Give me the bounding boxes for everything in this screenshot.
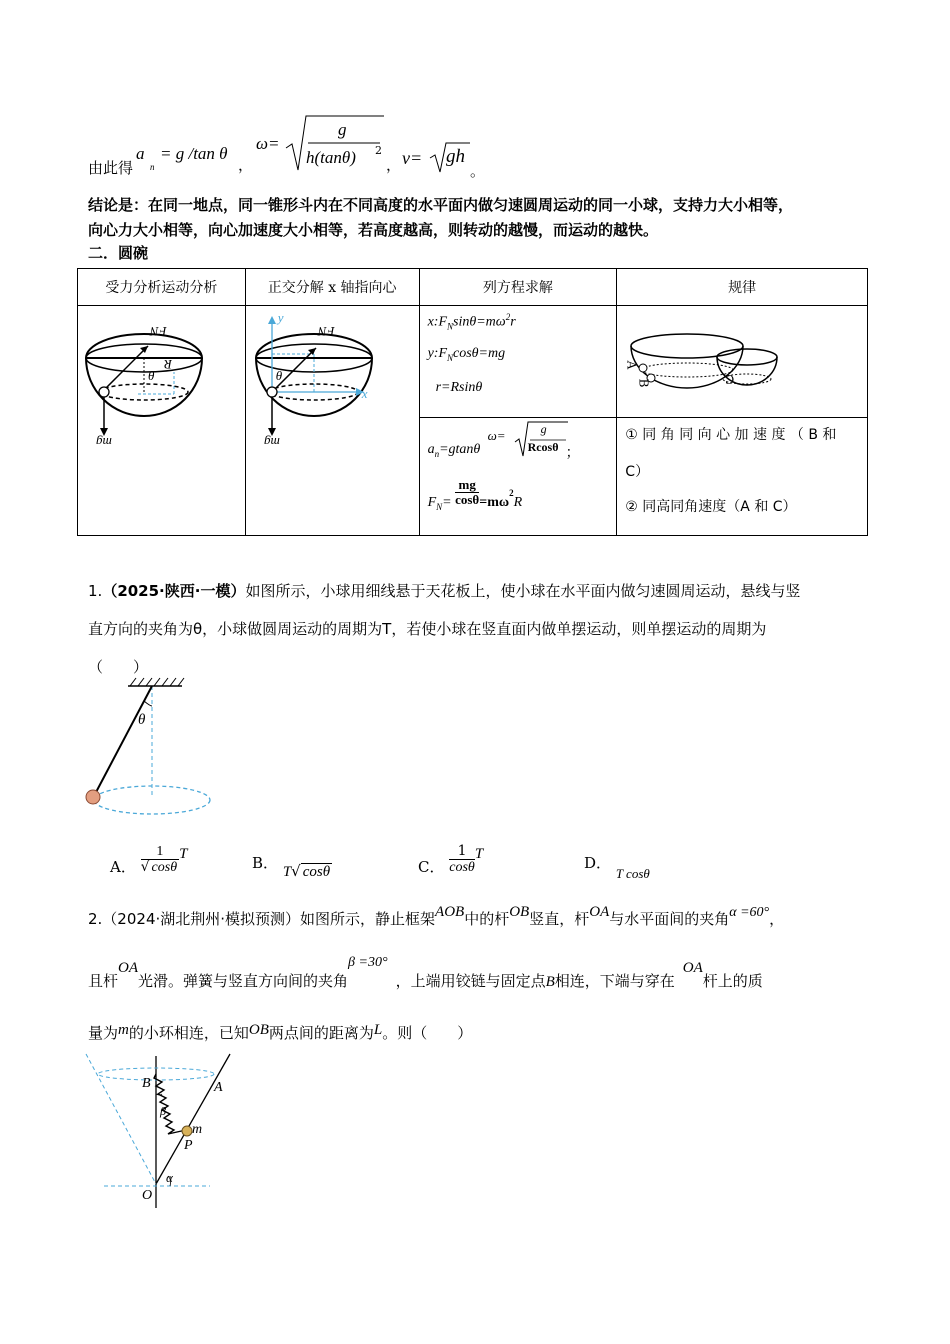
equation-omega-den: Rcosθ [527,440,559,454]
q1-option-a[interactable]: A． $\frac{1}{√ \cos\theta}$ T [110,844,188,876]
table-header-cell: 规律 [617,269,868,306]
bowl-force-figure [78,306,244,536]
fig1-r-label: R [164,357,172,372]
q2-line-1: 2.（2024·湖北荆州·模拟预测）如图所示，静止框架AOB中的杆OB竖直，杆OA与水平面间的夹角α =60°， [88,904,785,928]
fig1-fn-label: FN [150,324,167,339]
bowl-axes-figure [246,306,418,536]
omega-numerator: g [338,120,347,139]
fig1-theta-label: θ [148,368,155,383]
bowl-label-c: C [725,372,735,386]
v-radicand: gh [446,146,465,167]
rule-1: ① 同 角 同 向 心 加 速 度 （ B 和 [625,427,837,443]
decomposition-cell [245,306,419,536]
equation-cell-2 [419,418,617,536]
equation-r: r=Rsinθ [435,380,483,395]
v-lhs: v= [402,148,423,168]
formula-end: 。 [470,162,486,180]
conclusion-line-1: 结论是：在同一地点，同一锥形斗内在不同高度的水平面内做匀速圆周运动的同一小球，支持力大小相等， [88,196,794,214]
table-row [78,306,868,418]
fig-label-a: A [214,1080,223,1095]
formula-lead: 由此得 [88,159,134,177]
q1-option-b[interactable]: B． T√ cosθ [252,854,331,880]
equation-omega-end: ； [565,445,580,461]
equation-cell-1 [419,306,617,418]
q2-line-2: 且杆OA光滑。弹簧与竖直方向间的夹角β =30°，上端用铰链与固定点B相连，下端与穿在OA杆上的质 [88,955,763,990]
rule-1-cont: C） [625,464,650,480]
conical-pendulum-figure [82,676,222,822]
equation-y: $y:F_N\cos\theta=mg$ [427,346,506,363]
fig2-y-label: y [277,310,284,325]
a-equation: = g /tan θ [160,144,228,163]
fig2-mg-label: mg [263,435,280,450]
pendulum-theta-label: θ [138,712,146,728]
fig-label-beta: β [160,1104,166,1118]
fn-numerator: mg [455,478,479,493]
fn-denominator: cosθ [455,492,480,508]
fig2-fn-label: FN [317,324,335,339]
rule-figure-cell [617,306,868,418]
q1-paren: （ ） [88,658,149,676]
fig-label-p: P [184,1138,193,1153]
comma-2: ， [386,156,402,174]
fig-label-alpha: α [166,1170,173,1185]
fig-label-b: B [142,1076,151,1091]
fig-label-m: m [192,1122,203,1137]
equation-fn: $F_N=$ $\frac{mg}{\cos\theta}$ $=m\omega^2R$ [427,477,523,512]
question-1 [88,572,878,686]
q2-line-3: 量为m的小环相连，已知OB两点间的距离为L。则（ ） [88,1022,473,1042]
fig1-mg-label: mg [96,435,112,450]
fig-label-o: O [142,1188,153,1203]
force-diagram-cell [78,306,246,536]
equation-an: $a_n=gtan\theta$ [427,442,481,459]
q1-line-1: 1.（2025·陕西·一模）如图所示，小球用细线悬于天花板上，使小球在水平面内做匀速圆周运动，悬线与竖 [88,582,801,600]
table-header-cell: 正交分解 x 轴指向心 [245,269,419,306]
fig2-x-label: x [361,386,368,401]
omega-lhs: ω= [256,134,280,153]
rule-2: ② 同高同角速度（A 和 C） [625,499,797,515]
equation-omega-num: g [540,422,547,436]
fig2-theta-label: θ [275,368,283,383]
equation-x: $x:F_N\sin\theta=m\omega^2r$ [427,312,516,332]
q1-option-d[interactable]: D． T cosθ [584,854,650,881]
formula-line [88,112,688,182]
two-bowls-figure [617,306,867,418]
q1-option-c[interactable]: C． $\frac{1}{\cos\theta}$ T [418,843,484,876]
equation-omega-lhs: ω= [487,428,506,443]
a-symbol: a [136,144,145,163]
omega-exponent: 2 [375,144,382,157]
bowl-table [77,268,868,536]
q1-line-2: 直方向的夹角为θ，小球做圆周运动的周期为T，若使小球在竖直面内做单摆运动，则单摆运动的周期为 [88,620,767,638]
frame-spring-figure [84,1052,240,1212]
comma-1: ， [238,156,254,174]
bowl-label-b: B [636,378,651,388]
table-header-cell: 受力分析运动分析 [78,269,246,306]
table-header-row [78,269,868,306]
table-header-cell: 列方程求解 [419,269,617,306]
rule-text-cell [617,418,868,536]
a-subscript: n [150,162,155,172]
section-title: 二．圆碗 [88,244,149,262]
omega-denominator: h(tanθ) [306,148,356,167]
bowl-label-a: A [624,360,639,370]
conclusion-line-2: 向心力大小相等，向心加速度大小相等，若高度越高，则转动的越慢，而运动的越快。 [88,221,659,239]
